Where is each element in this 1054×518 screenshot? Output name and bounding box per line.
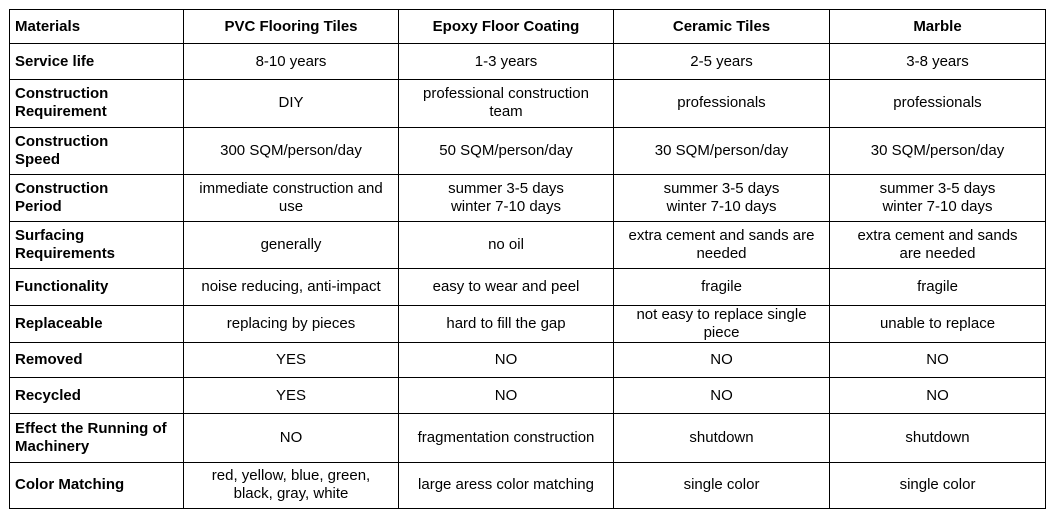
table-cell: generally [184, 222, 399, 269]
table-row [10, 305, 1046, 342]
table-row [10, 342, 1046, 377]
header-epoxy-floor-coating: Epoxy Floor Coating [399, 10, 614, 44]
table-cell: unable to replace [830, 305, 1046, 342]
table-cell: 2-5 years [614, 44, 830, 80]
header-row [10, 10, 1046, 44]
table-cell: not easy to replace single piece [614, 305, 830, 342]
table-cell: NO [399, 378, 614, 414]
table-cell: 8-10 years [184, 44, 399, 80]
table-row [10, 174, 1046, 221]
table-row [10, 462, 1046, 508]
table-cell: 1-3 years [399, 44, 614, 80]
table-cell: shutdown [614, 414, 830, 462]
table-cell: extra cement and sands are needed [614, 222, 830, 269]
table-row [10, 80, 1046, 127]
table-cell: fragmentation construction [399, 414, 614, 462]
table-cell: easy to wear and peel [399, 269, 614, 305]
table-cell: immediate construction and use [184, 174, 399, 221]
table-cell: single color [614, 462, 830, 508]
table-cell: no oil [399, 222, 614, 269]
table-cell: summer 3-5 days winter 7-10 days [614, 174, 830, 221]
table-cell: NO [830, 378, 1046, 414]
table-cell: 3-8 years [830, 44, 1046, 80]
comparison-table [9, 9, 1046, 509]
table-row [10, 127, 1046, 174]
table-row [10, 222, 1046, 269]
table-cell: NO [830, 342, 1046, 377]
header-marble: Marble [830, 10, 1046, 44]
row-label: Removed [10, 342, 184, 377]
table-cell: professionals [614, 80, 830, 127]
row-label: Color Matching [10, 462, 184, 508]
row-label: Construction Requirement [10, 80, 184, 127]
table-cell: noise reducing, anti-impact [184, 269, 399, 305]
table-cell: large aress color matching [399, 462, 614, 508]
table-row [10, 378, 1046, 414]
table-cell: YES [184, 378, 399, 414]
row-label: Construction Speed [10, 127, 184, 174]
table-row [10, 44, 1046, 80]
row-label: Functionality [10, 269, 184, 305]
table-cell: NO [184, 414, 399, 462]
table-cell: hard to fill the gap [399, 305, 614, 342]
table-cell: fragile [614, 269, 830, 305]
row-label: Effect the Running of Machinery [10, 414, 184, 462]
table-cell: DIY [184, 80, 399, 127]
table-cell: NO [614, 342, 830, 377]
table-cell: shutdown [830, 414, 1046, 462]
table-cell: extra cement and sands are needed [830, 222, 1046, 269]
table-cell: 30 SQM/person/day [614, 127, 830, 174]
row-label: Recycled [10, 378, 184, 414]
table-cell: professional construction team [399, 80, 614, 127]
header-materials: Materials [10, 10, 184, 44]
row-label: Construction Period [10, 174, 184, 221]
header-pvc-flooring-tiles: PVC Flooring Tiles [184, 10, 399, 44]
table-cell: NO [614, 378, 830, 414]
table-cell: red, yellow, blue, green, black, gray, white [184, 462, 399, 508]
table-cell: professionals [830, 80, 1046, 127]
table-cell: replacing by pieces [184, 305, 399, 342]
table-cell: YES [184, 342, 399, 377]
table-cell: 300 SQM/person/day [184, 127, 399, 174]
row-label: Replaceable [10, 305, 184, 342]
table-row [10, 269, 1046, 305]
table-cell: single color [830, 462, 1046, 508]
table-cell: summer 3-5 days winter 7-10 days [399, 174, 614, 221]
table-cell: 50 SQM/person/day [399, 127, 614, 174]
row-label: Service life [10, 44, 184, 80]
header-ceramic-tiles: Ceramic Tiles [614, 10, 830, 44]
table-cell: 30 SQM/person/day [830, 127, 1046, 174]
table-row [10, 414, 1046, 462]
table-cell: summer 3-5 days winter 7-10 days [830, 174, 1046, 221]
table-cell: fragile [830, 269, 1046, 305]
row-label: Surfacing Requirements [10, 222, 184, 269]
table-cell: NO [399, 342, 614, 377]
